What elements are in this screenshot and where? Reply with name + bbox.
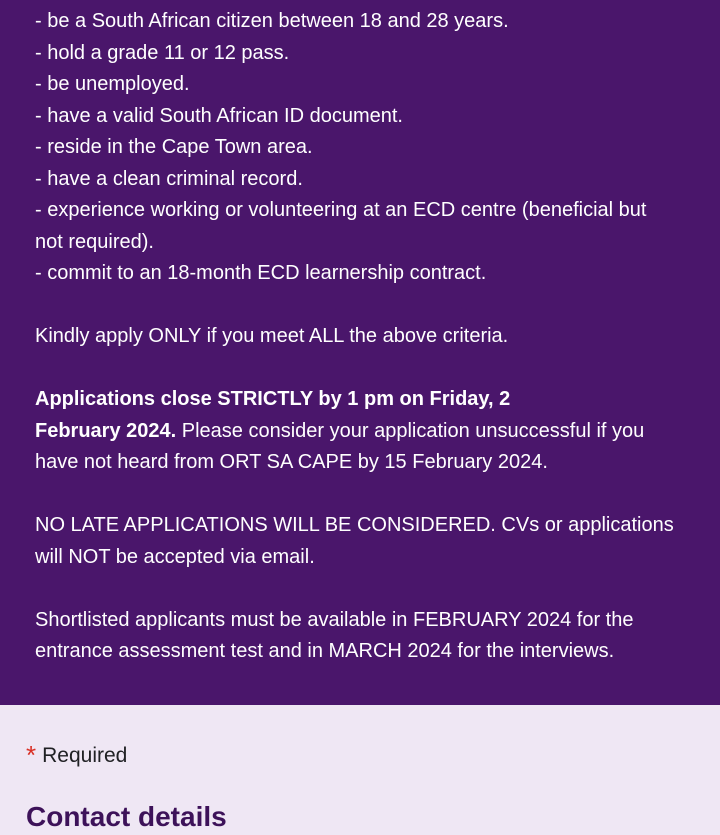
late-applications-note-cont: will NOT be accepted via email. — [35, 546, 315, 568]
closing-date-bold-text: Applications close STRICTLY by 1 pm on Friday, 2 — [35, 388, 511, 410]
required-asterisk: * — [26, 740, 37, 770]
criteria-contract: - commit to an 18-month ECD learnership contract. — [35, 262, 487, 284]
required-indicator — [26, 738, 127, 769]
section-title-contact-details: Contact details — [26, 801, 227, 832]
late-applications-note: NO LATE APPLICATIONS WILL BE CONSIDERED. CVs or applications — [35, 514, 674, 536]
unsuccessful-note-cont: have not heard from ORT SA CAPE by 15 February 2024. — [35, 451, 548, 473]
closing-date-line — [35, 416, 644, 447]
criteria-citizen: - be a South African citizen between 18 and 28 years. — [35, 10, 509, 32]
closing-date-bold — [35, 384, 510, 415]
criteria-grade: - hold a grade 11 or 12 pass. — [35, 42, 290, 64]
criteria-reside: - reside in the Cape Town area. — [35, 136, 313, 158]
shortlisted-note-cont: entrance assessment test and in MARCH 2024 for the interviews. — [35, 640, 615, 662]
form-body — [0, 705, 720, 835]
required-label: Required — [42, 744, 128, 767]
closing-date-bold-end: February 2024. — [35, 420, 177, 442]
shortlisted-note: Shortlisted applicants must be available in FEBRUARY 2024 for the — [35, 609, 634, 631]
criteria-unemployed: - be unemployed. — [35, 73, 190, 95]
unsuccessful-note: Please consider your application unsuccessful if you — [176, 420, 645, 442]
criteria-experience-cont: not required). — [35, 231, 154, 253]
criteria-id-document: - have a valid South African ID document. — [35, 105, 403, 127]
criteria-criminal-record: - have a clean criminal record. — [35, 168, 303, 190]
criteria-experience: - experience working or volunteering at an ECD centre (beneficial but — [35, 199, 647, 221]
apply-note: Kindly apply ONLY if you meet ALL the above criteria. — [35, 325, 509, 347]
